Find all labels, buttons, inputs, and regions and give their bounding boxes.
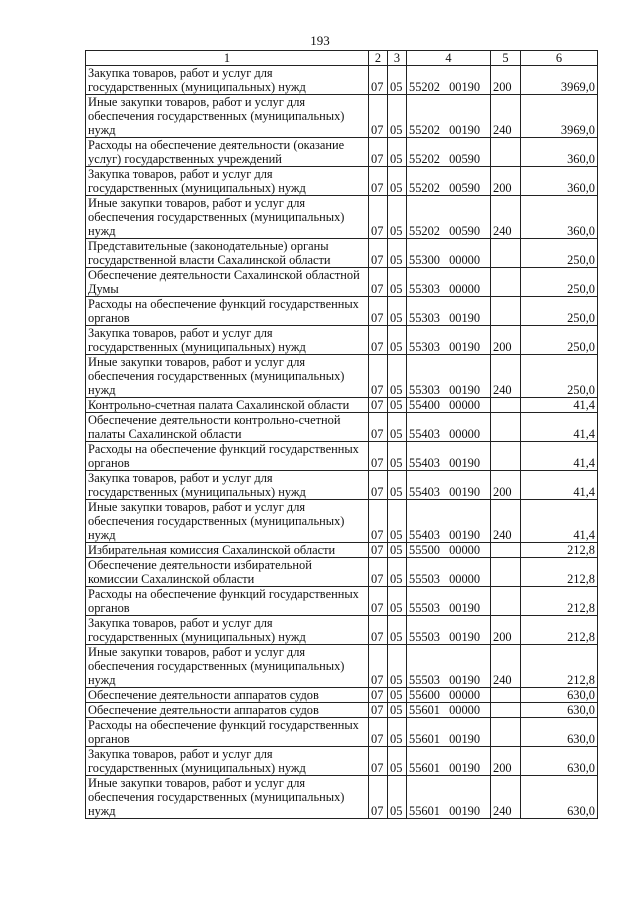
- row-name-line: Иные закупки товаров, работ и услуг для: [88, 776, 306, 790]
- expense-type-cell: [491, 239, 521, 268]
- amount-cell: 250,0: [521, 326, 598, 355]
- row-name: [86, 587, 369, 616]
- section-cell: 07: [369, 196, 388, 239]
- row-name-line: Обеспечение деятельности контрольно-счетной: [88, 413, 341, 427]
- row-name: [86, 138, 369, 167]
- table-row: [86, 239, 598, 268]
- expense-type-cell: 200: [491, 326, 521, 355]
- subsection-cell: 05: [388, 239, 407, 268]
- header-col-1: 1: [86, 51, 369, 66]
- subsection-cell: 05: [388, 167, 407, 196]
- table-row: [86, 268, 598, 297]
- table-row: [86, 95, 598, 138]
- subsection-cell: 05: [388, 587, 407, 616]
- row-name-line: Закупка товаров, работ и услуг для: [88, 167, 273, 181]
- amount-cell: 41,4: [521, 500, 598, 543]
- table-row: [86, 703, 598, 718]
- expense-type-cell: [491, 703, 521, 718]
- amount-cell: 360,0: [521, 167, 598, 196]
- row-name: [86, 167, 369, 196]
- section-cell: 07: [369, 616, 388, 645]
- amount-cell: 250,0: [521, 297, 598, 326]
- row-name-line: государственных (муниципальных) нужд: [88, 485, 306, 499]
- amount-cell: 630,0: [521, 688, 598, 703]
- expense-type-cell: [491, 718, 521, 747]
- subsection-cell: 05: [388, 747, 407, 776]
- subsection-cell: 05: [388, 95, 407, 138]
- header-col-2: 2: [369, 51, 388, 66]
- row-name: [86, 703, 369, 718]
- subsection-cell: 05: [388, 138, 407, 167]
- table-row: [86, 66, 598, 95]
- expense-type-cell: [491, 543, 521, 558]
- section-cell: 07: [369, 326, 388, 355]
- table-row: [86, 167, 598, 196]
- section-cell: 07: [369, 471, 388, 500]
- row-name-line: обеспечения государственных (муниципальных): [88, 109, 345, 123]
- subsection-cell: 05: [388, 326, 407, 355]
- section-cell: 07: [369, 66, 388, 95]
- expense-type-cell: [491, 268, 521, 297]
- section-cell: 07: [369, 167, 388, 196]
- code-cell: 55403 00190: [407, 500, 491, 543]
- subsection-cell: 05: [388, 355, 407, 398]
- table-row: [86, 413, 598, 442]
- subsection-cell: 05: [388, 413, 407, 442]
- row-name-line: Расходы на обеспечение функций государственных: [88, 442, 359, 456]
- expense-type-cell: [491, 138, 521, 167]
- row-name: [86, 543, 369, 558]
- code-cell: 55503 00190: [407, 587, 491, 616]
- row-name: [86, 471, 369, 500]
- section-cell: 07: [369, 268, 388, 297]
- row-name-line: нужд: [88, 383, 116, 397]
- table-row: [86, 587, 598, 616]
- subsection-cell: 05: [388, 776, 407, 819]
- table-row: [86, 645, 598, 688]
- section-cell: 07: [369, 413, 388, 442]
- code-cell: 55202 00190: [407, 66, 491, 95]
- amount-cell: 212,8: [521, 558, 598, 587]
- code-cell: 55303 00190: [407, 355, 491, 398]
- row-name-line: нужд: [88, 224, 116, 238]
- code-cell: 55303 00190: [407, 297, 491, 326]
- row-name-line: Расходы на обеспечение функций государственных: [88, 718, 359, 732]
- expense-type-cell: 200: [491, 167, 521, 196]
- row-name: [86, 239, 369, 268]
- row-name: [86, 95, 369, 138]
- row-name: [86, 413, 369, 442]
- row-name-line: органов: [88, 311, 130, 325]
- header-col-3: 3: [388, 51, 407, 66]
- row-name: [86, 196, 369, 239]
- row-name-line: Думы: [88, 282, 119, 296]
- amount-cell: 212,8: [521, 543, 598, 558]
- code-cell: 55601 00000: [407, 703, 491, 718]
- section-cell: 07: [369, 747, 388, 776]
- table-row: [86, 471, 598, 500]
- section-cell: 07: [369, 688, 388, 703]
- table-row: [86, 196, 598, 239]
- row-name-line: обеспечения государственных (муниципальных): [88, 659, 345, 673]
- code-cell: 55403 00000: [407, 413, 491, 442]
- subsection-cell: 05: [388, 718, 407, 747]
- expense-type-cell: 240: [491, 196, 521, 239]
- subsection-cell: 05: [388, 703, 407, 718]
- row-name-line: обеспечения государственных (муниципальных): [88, 210, 345, 224]
- section-cell: 07: [369, 297, 388, 326]
- row-name-line: Иные закупки товаров, работ и услуг для: [88, 645, 306, 659]
- row-name-line: органов: [88, 456, 130, 470]
- code-cell: 55503 00190: [407, 616, 491, 645]
- row-name: [86, 688, 369, 703]
- table-row: [86, 442, 598, 471]
- row-name: [86, 442, 369, 471]
- amount-cell: 212,8: [521, 587, 598, 616]
- code-cell: 55503 00190: [407, 645, 491, 688]
- code-cell: 55202 00590: [407, 196, 491, 239]
- code-cell: 55403 00190: [407, 442, 491, 471]
- row-name-line: услуг) государственных учреждений: [88, 152, 282, 166]
- row-name-line: обеспечения государственных (муниципальных): [88, 514, 345, 528]
- amount-cell: 212,8: [521, 645, 598, 688]
- row-name-line: государственных (муниципальных) нужд: [88, 761, 306, 775]
- code-cell: 55403 00190: [407, 471, 491, 500]
- row-name-line: нужд: [88, 673, 116, 687]
- row-name-line: органов: [88, 732, 130, 746]
- row-name: [86, 398, 369, 413]
- code-cell: 55202 00190: [407, 95, 491, 138]
- expense-type-cell: 240: [491, 95, 521, 138]
- row-name-line: комиссии Сахалинской области: [88, 572, 255, 586]
- row-name: [86, 645, 369, 688]
- section-cell: 07: [369, 138, 388, 167]
- row-name-line: палаты Сахалинской области: [88, 427, 242, 441]
- row-name-line: Закупка товаров, работ и услуг для: [88, 747, 273, 761]
- row-name-line: нужд: [88, 528, 116, 542]
- section-cell: 07: [369, 645, 388, 688]
- row-name-line: обеспечения государственных (муниципальных): [88, 369, 345, 383]
- row-name-line: Расходы на обеспечение деятельности (оказание: [88, 138, 345, 152]
- budget-table: [85, 50, 598, 819]
- table-row: [86, 326, 598, 355]
- code-cell: 55600 00000: [407, 688, 491, 703]
- row-name-line: органов: [88, 601, 130, 615]
- table-row: [86, 558, 598, 587]
- amount-cell: 3969,0: [521, 66, 598, 95]
- row-name-line: нужд: [88, 804, 116, 818]
- section-cell: 07: [369, 500, 388, 543]
- table-row: [86, 138, 598, 167]
- page-number: 193: [310, 33, 330, 48]
- row-name: [86, 326, 369, 355]
- subsection-cell: 05: [388, 196, 407, 239]
- amount-cell: 630,0: [521, 747, 598, 776]
- row-name-line: Иные закупки товаров, работ и услуг для: [88, 500, 306, 514]
- row-name-line: Избирательная комиссия Сахалинской области: [88, 543, 336, 557]
- amount-cell: 630,0: [521, 718, 598, 747]
- section-cell: 07: [369, 718, 388, 747]
- amount-cell: 360,0: [521, 138, 598, 167]
- amount-cell: 41,4: [521, 413, 598, 442]
- code-cell: 55300 00000: [407, 239, 491, 268]
- expense-type-cell: 240: [491, 355, 521, 398]
- code-cell: 55500 00000: [407, 543, 491, 558]
- row-name-line: нужд: [88, 123, 116, 137]
- header-col-4: 4: [407, 51, 491, 66]
- section-cell: 07: [369, 776, 388, 819]
- subsection-cell: 05: [388, 471, 407, 500]
- amount-cell: 360,0: [521, 196, 598, 239]
- expense-type-cell: 240: [491, 645, 521, 688]
- header-row: [86, 51, 598, 66]
- code-cell: 55303 00190: [407, 326, 491, 355]
- section-cell: 07: [369, 558, 388, 587]
- expense-type-cell: 200: [491, 747, 521, 776]
- code-cell: 55303 00000: [407, 268, 491, 297]
- row-name-line: государственных (муниципальных) нужд: [88, 80, 306, 94]
- section-cell: 07: [369, 398, 388, 413]
- row-name-line: государственной власти Сахалинской области: [88, 253, 331, 267]
- row-name-line: Представительные (законодательные) органы: [88, 239, 329, 253]
- section-cell: 07: [369, 703, 388, 718]
- row-name-line: Закупка товаров, работ и услуг для: [88, 471, 273, 485]
- section-cell: 07: [369, 587, 388, 616]
- code-cell: 55601 00190: [407, 747, 491, 776]
- row-name-line: Обеспечение деятельности аппаратов судов: [88, 688, 319, 702]
- expense-type-cell: [491, 297, 521, 326]
- amount-cell: 212,8: [521, 616, 598, 645]
- row-name-line: Обеспечение деятельности аппаратов судов: [88, 703, 319, 717]
- row-name-line: Расходы на обеспечение функций государственных: [88, 297, 359, 311]
- expense-type-cell: [491, 587, 521, 616]
- expense-type-cell: 200: [491, 471, 521, 500]
- table-row: [86, 776, 598, 819]
- expense-type-cell: [491, 558, 521, 587]
- code-cell: 55202 00590: [407, 138, 491, 167]
- subsection-cell: 05: [388, 268, 407, 297]
- row-name-line: государственных (муниципальных) нужд: [88, 340, 306, 354]
- row-name: [86, 718, 369, 747]
- row-name: [86, 747, 369, 776]
- header-col-6: 6: [521, 51, 598, 66]
- table-header: [86, 51, 598, 66]
- subsection-cell: 05: [388, 398, 407, 413]
- section-cell: 07: [369, 239, 388, 268]
- row-name-line: Обеспечение деятельности Сахалинской областной: [88, 268, 360, 282]
- section-cell: 07: [369, 543, 388, 558]
- row-name-line: Закупка товаров, работ и услуг для: [88, 326, 273, 340]
- subsection-cell: 05: [388, 616, 407, 645]
- subsection-cell: 05: [388, 645, 407, 688]
- code-cell: 55601 00190: [407, 718, 491, 747]
- amount-cell: 41,4: [521, 442, 598, 471]
- row-name: [86, 66, 369, 95]
- amount-cell: 250,0: [521, 355, 598, 398]
- expense-type-cell: 240: [491, 776, 521, 819]
- amount-cell: 41,4: [521, 398, 598, 413]
- amount-cell: 3969,0: [521, 95, 598, 138]
- expense-type-cell: [491, 442, 521, 471]
- table-row: [86, 747, 598, 776]
- row-name: [86, 268, 369, 297]
- amount-cell: 630,0: [521, 703, 598, 718]
- row-name: [86, 616, 369, 645]
- row-name-line: Закупка товаров, работ и услуг для: [88, 616, 273, 630]
- row-name: [86, 297, 369, 326]
- subsection-cell: 05: [388, 500, 407, 543]
- row-name: [86, 500, 369, 543]
- amount-cell: 250,0: [521, 239, 598, 268]
- amount-cell: 41,4: [521, 471, 598, 500]
- expense-type-cell: [491, 413, 521, 442]
- code-cell: 55503 00000: [407, 558, 491, 587]
- row-name-line: Закупка товаров, работ и услуг для: [88, 66, 273, 80]
- section-cell: 07: [369, 95, 388, 138]
- row-name: [86, 558, 369, 587]
- amount-cell: 250,0: [521, 268, 598, 297]
- subsection-cell: 05: [388, 558, 407, 587]
- section-cell: 07: [369, 355, 388, 398]
- table-row: [86, 297, 598, 326]
- subsection-cell: 05: [388, 66, 407, 95]
- table-row: [86, 616, 598, 645]
- subsection-cell: 05: [388, 297, 407, 326]
- subsection-cell: 05: [388, 543, 407, 558]
- table-row: [86, 718, 598, 747]
- row-name-line: Иные закупки товаров, работ и услуг для: [88, 95, 306, 109]
- row-name-line: Расходы на обеспечение функций государственных: [88, 587, 359, 601]
- section-cell: 07: [369, 442, 388, 471]
- header-col-5: 5: [491, 51, 521, 66]
- table-row: [86, 688, 598, 703]
- expense-type-cell: 240: [491, 500, 521, 543]
- code-cell: 55601 00190: [407, 776, 491, 819]
- row-name-line: Контрольно-счетная палата Сахалинской области: [88, 398, 350, 412]
- expense-type-cell: [491, 398, 521, 413]
- amount-cell: 630,0: [521, 776, 598, 819]
- expense-type-cell: 200: [491, 66, 521, 95]
- subsection-cell: 05: [388, 688, 407, 703]
- subsection-cell: 05: [388, 442, 407, 471]
- row-name-line: Иные закупки товаров, работ и услуг для: [88, 196, 306, 210]
- row-name-line: государственных (муниципальных) нужд: [88, 630, 306, 644]
- row-name-line: Обеспечение деятельности избирательной: [88, 558, 312, 572]
- expense-type-cell: 200: [491, 616, 521, 645]
- row-name: [86, 355, 369, 398]
- table-row: [86, 500, 598, 543]
- row-name-line: государственных (муниципальных) нужд: [88, 181, 306, 195]
- expense-type-cell: [491, 688, 521, 703]
- row-name-line: обеспечения государственных (муниципальных): [88, 790, 345, 804]
- row-name: [86, 776, 369, 819]
- table-row: [86, 355, 598, 398]
- table-row: [86, 398, 598, 413]
- code-cell: 55400 00000: [407, 398, 491, 413]
- row-name-line: Иные закупки товаров, работ и услуг для: [88, 355, 306, 369]
- code-cell: 55202 00590: [407, 167, 491, 196]
- table-body: [86, 66, 598, 819]
- table-row: [86, 543, 598, 558]
